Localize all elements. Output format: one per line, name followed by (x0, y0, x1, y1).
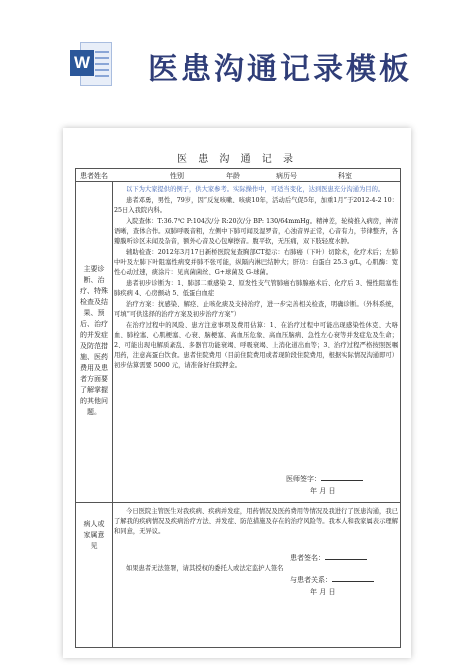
field-department: 科室 (338, 172, 352, 180)
section2-content (114, 507, 398, 538)
word-document-icon: W (70, 40, 114, 90)
patient-opinion: 今日医院主管医生对我疾病、疾病并发症，用药情况及医药费用等情况及我进行了医患沟通，我已了解我的疾病情况及疾病治疗方法、并发症、防范措施及存在的治疗风险等。我本人和我家属表示理解和同意，无异议。 (114, 508, 398, 535)
treatment-plan: 治疗方案：抗感染、解痉、止咳化痰及支持治疗，进一步完善相关检查，明确诊断。（外科系统，可填“可供选择的治疗方案及初步治疗方案”） (114, 301, 398, 318)
document-sheet (63, 128, 411, 658)
record-form (75, 168, 401, 648)
column-divider (112, 182, 113, 647)
section2-label: 病人或家属意见 (83, 520, 105, 550)
page-title: 医患沟通记录模板 (148, 52, 412, 87)
section-divider (76, 502, 400, 503)
page-header (0, 0, 474, 118)
doctor-signature: 医师签字： (286, 474, 363, 484)
template-note: 以下为大家提供的例子，供大家参考。实际操作中，可适当变化，达到医患充分沟通为目的。 (126, 186, 385, 193)
field-record-no: 病历号 (276, 172, 297, 180)
patient-date: 年 月 日 (310, 588, 336, 596)
patient-signature: 患者签名： (290, 553, 367, 563)
patient-info-row (76, 169, 400, 182)
field-age: 年龄 (226, 172, 240, 180)
field-gender: 性别 (170, 172, 184, 180)
proxy-relation: 与患者关系： (290, 575, 374, 585)
diagnosis: 患者初步诊断为：1、肺部二重感染 2、原发性支气管肺癌右肺腺癌术后、化疗后 3、慢性阻塞性肺疾病 4、心房颤动 5、低蛋白血症 (114, 280, 398, 297)
physical-exam: 入院查体：T:36.7℃ P:104次/分 R:20次/分 BP: 130/64mmHg。精神差，轮椅推入病房，神清语晰，查体合作。双肺呼吸音粗，左侧中下肺可闻及湿罗音，心浊音界正常，心音有力，节律整齐，各瓣膜听诊区未闻及杂音，额外心音及心包摩擦音。腹平软，无压痛，双下肢轻度水肿。 (114, 218, 398, 245)
auxiliary-exam: 辅助检查：2012年3月17日新桥医院复查胸部CT提示：右肺癌（下叶）切除术，化疗术后；左肺中叶及左肺下叶阻塞性病变并肺不张可能，纵隔内淋巴结肿大；肝功：白蛋白 25.3 g/L，心肌酶：宽性心动过速，痰涂片：见真菌菌丝、G+球菌及 G-球菌。 (114, 249, 398, 276)
doctor-date: 年 月 日 (310, 487, 336, 495)
form-title: 医 患 沟 通 记 录 (177, 154, 297, 165)
field-name: 患者姓名 (80, 172, 108, 180)
patient-summary: 患者邓勇，男性，79岁，因“反复咳嗽、咳痰10年，活动后气促5年，加重1月”于2012-4-2 10：25日入我院内科。 (114, 197, 398, 214)
proxy-note: 如果患者无法签署，请其授权的委托人或法定监护人签名 (126, 565, 284, 572)
section1-label: 主要诊断、治疗、特殊检查及结果、预后、治疗的并发症及防范措施、医药费用及患者方面要了解掌握的其他问题。 (80, 265, 108, 416)
section1-content (114, 185, 398, 372)
risk-and-cost: 在治疗过程中的风险、患方注意事项及费用估算：1、在治疗过程中可能出现感染性休克、大咯血、肺栓塞、心肌梗塞、心衰、脑梗塞、高血压危象、高血压脑病、急性左心衰等并发症危及生命；2、可能出现电解质紊乱、多器官功能衰竭、呼吸衰竭、上消化道出血等；3、治疗过程严格按照医嘱用药，注意高蛋白饮食。患者住院费用（目前住院费用或者现阶段住院费用，根据实际情况沟通即可）初步估算需要 5000 元，请准备好住院押金。 (114, 322, 398, 369)
